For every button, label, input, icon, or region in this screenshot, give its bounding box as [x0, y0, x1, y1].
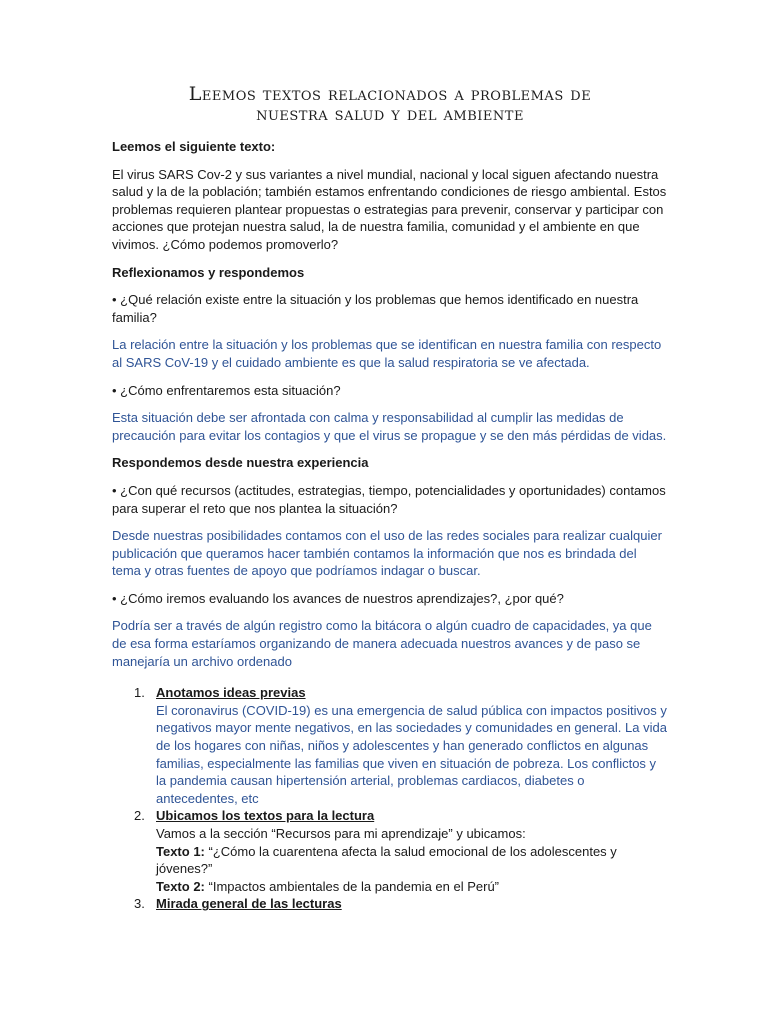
steps-list	[112, 684, 668, 913]
step-item-1	[112, 684, 668, 807]
text-label: Texto 1:	[156, 843, 205, 859]
step-item-2	[112, 807, 668, 895]
text-title: “¿Cómo la cuarentena afecta la salud emocional de los adolescentes y jóvenes?”	[156, 843, 617, 877]
step-title: Anotamos ideas previas	[156, 685, 306, 701]
step-number: 3.	[134, 896, 145, 912]
step-title: Ubicamos los textos para la lectura	[156, 808, 375, 824]
experience-question-2: • ¿Cómo iremos evaluando los avances de nuestros aprendizajes?, ¿por qué?	[112, 590, 564, 606]
text-label: Texto 2:	[156, 878, 205, 894]
step-body: El coronavirus (COVID-19) es una emergencia de salud pública con impactos positivos y negativos mayor mente negativos, en las sociedades y comunidades en general. La vida de los hogares con niñas, niños y adolescentes y han generado conflictos en algunas familias, especialmente las familias que viven en situación de pobreza. Los conflictos y la pandemia causan hipertensión arterial, problemas cardiacos, diabetes o antecedentes, etc	[156, 702, 667, 806]
step-title: Mirada general de las lecturas	[156, 896, 342, 912]
step-item-3	[112, 895, 668, 913]
text-title: “Impactos ambientales de la pandemia en el Perú”	[204, 878, 499, 894]
title-line-2: nuestra salud y del ambiente	[256, 103, 524, 125]
reflect-question-1: • ¿Qué relación existe entre la situación y los problemas que hemos identificado en nuestra familia?	[112, 292, 639, 325]
intro-paragraph: El virus SARS Cov-2 y sus variantes a nivel mundial, nacional y local siguen afectando nuestra salud y la de la población; también estamos enfrentando condiciones de riesgo ambiental. Estos problemas requieren plantear propuestas o estrategias para prevenir, conservar y participar con acciones que protejan nuestra salud, la de nuestra familia, comunidad y el ambiente en que vivimos. ¿Cómo podemos promoverlo?	[112, 166, 667, 252]
page-title	[112, 84, 668, 124]
experience-question-1: • ¿Con qué recursos (actitudes, estrategias, tiempo, potencialidades y oportunidades) contamos para superar el reto que nos plantea la situación?	[112, 482, 666, 516]
reflect-heading: Reflexionamos y respondemos	[112, 264, 305, 280]
reflect-answer-1: La relación entre la situación y los problemas que se identifican en nuestra familia con respecto al SARS CoV-19 y el cuidado ambiente es que la salud respiratoria se ve afectada.	[112, 337, 662, 370]
title-line-1: Leemos textos relacionados a problemas de	[188, 83, 592, 105]
intro-heading: Leemos el siguiente texto:	[112, 139, 276, 154]
experience-answer-1: Desde nuestras posibilidades contamos con el uso de las redes sociales para realizar cualquier publicación que queramos hacer también contamos la información que nos es brindada del tema y otras fuentes de apoyo que podríamos indagar o buscar.	[112, 528, 662, 579]
step-text-2	[156, 878, 668, 896]
step-number: 1.	[134, 685, 145, 701]
step-number: 2.	[134, 808, 145, 824]
experience-answer-2: Podría ser a través de algún registro como la bitácora o algún cuadro de capacidades, ya que de esa forma estaríamos organizando de manera adecuada nuestros avances y de paso se manejaría un archivo ordenado	[112, 618, 652, 669]
reflect-question-2: • ¿Cómo enfrentaremos esta situación?	[112, 382, 341, 398]
step-line: Vamos a la sección “Recursos para mi aprendizaje” y ubicamos:	[156, 826, 526, 841]
reflect-answer-2: Esta situación debe ser afrontada con calma y responsabilidad al cumplir las medidas de precaución para evitar los contagios y que el virus se propague y se den más pérdidas de vidas.	[112, 410, 667, 443]
step-text-1	[156, 843, 668, 878]
experience-heading: Respondemos desde nuestra experiencia	[112, 455, 369, 471]
